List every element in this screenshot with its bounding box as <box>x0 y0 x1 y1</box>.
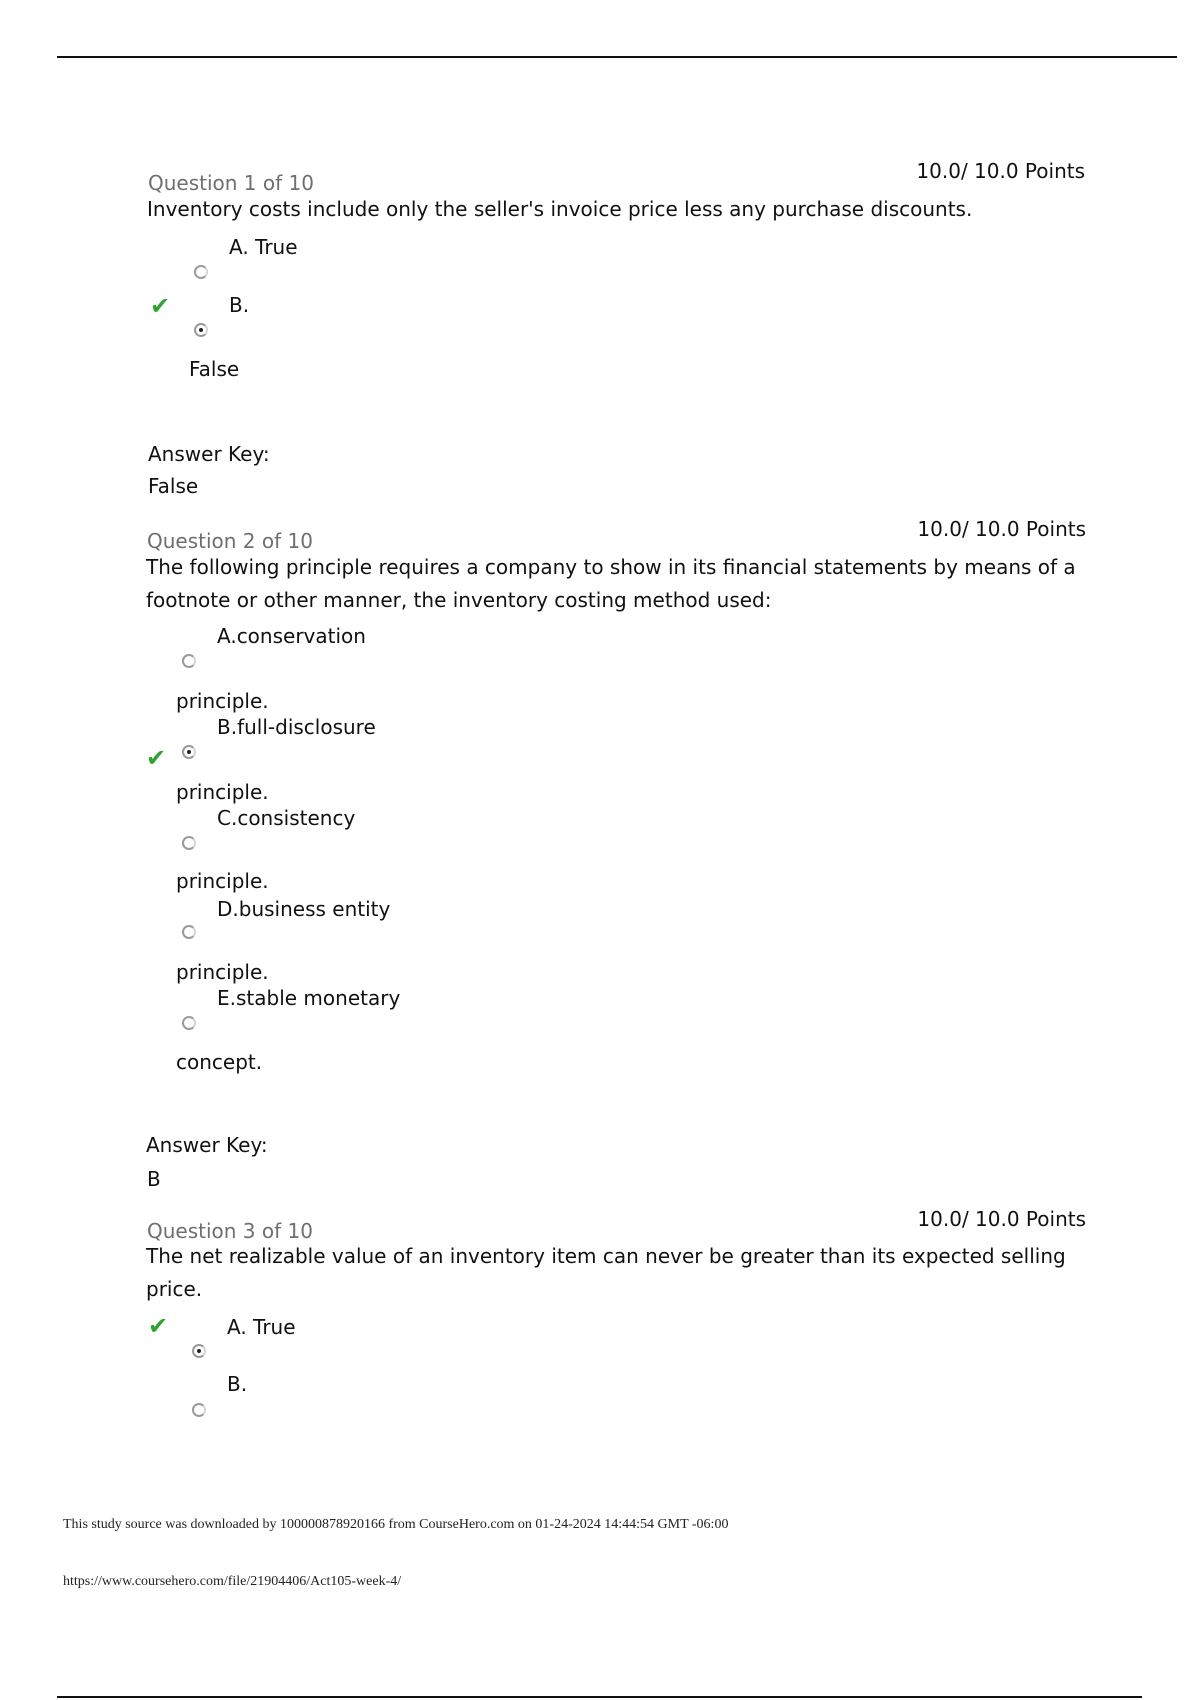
answer-key-value: B <box>147 1167 161 1191</box>
answer-key-label: Answer Key: <box>148 442 270 466</box>
bottom-rule <box>57 1696 1142 1698</box>
download-source-notice: This study source was downloaded by 100000878920166 from CourseHero.com on 01-24-2024 14:44:54 GMT -06:00 <box>63 1517 729 1532</box>
question-text: Inventory costs include only the seller's invoice price less any purchase discounts. <box>147 197 973 221</box>
option-b-radio[interactable] <box>192 1403 206 1417</box>
top-rule <box>57 56 1177 58</box>
option-b-continued: principle. <box>176 780 269 804</box>
points-score: 10.0/ 10.0 Points <box>917 517 1086 541</box>
option-b-label: B. <box>229 293 250 317</box>
option-a-radio[interactable] <box>194 265 208 279</box>
option-b-label: B. <box>227 1372 248 1396</box>
option-a-label: A. True <box>229 235 298 259</box>
option-a-label: A.conservation <box>217 624 366 648</box>
option-c-radio[interactable] <box>182 836 196 850</box>
question-header: Question 2 of 10 <box>147 529 313 553</box>
check-icon: ✔ <box>150 292 171 320</box>
option-a-continued: principle. <box>176 689 269 713</box>
question-header: Question 3 of 10 <box>147 1219 313 1243</box>
option-d-continued: principle. <box>176 960 269 984</box>
option-b-radio[interactable] <box>182 745 196 759</box>
option-a-label: A. True <box>227 1315 296 1339</box>
check-icon: ✔ <box>148 1312 169 1340</box>
option-a-radio[interactable] <box>192 1344 206 1358</box>
answer-key-value: False <box>148 474 199 498</box>
question-header: Question 1 of 10 <box>148 171 314 195</box>
option-b-label: B.full-disclosure <box>217 715 376 739</box>
option-d-label: D.business entity <box>217 897 391 921</box>
check-icon: ✔ <box>146 744 167 772</box>
option-b-radio[interactable] <box>194 323 208 337</box>
points-score: 10.0/ 10.0 Points <box>917 1207 1086 1231</box>
question-text: The net realizable value of an inventory item can never be greater than its expected selling price. <box>146 1244 1066 1301</box>
question-text: The following principle requires a company to show in its financial statements by means of a footnote or other manner, the inventory costing method used: <box>146 555 1076 612</box>
option-e-radio[interactable] <box>182 1016 196 1030</box>
option-d-radio[interactable] <box>182 925 196 939</box>
option-e-label: E.stable monetary <box>217 986 401 1010</box>
option-e-continued: concept. <box>176 1050 263 1074</box>
answer-key-label: Answer Key: <box>146 1133 268 1157</box>
option-c-label: C.consistency <box>217 806 356 830</box>
option-b-continued: False <box>189 357 240 381</box>
option-c-continued: principle. <box>176 869 269 893</box>
points-score: 10.0/ 10.0 Points <box>916 159 1085 183</box>
source-url[interactable]: https://www.coursehero.com/file/21904406/Act105-week-4/ <box>63 1574 402 1589</box>
option-a-radio[interactable] <box>182 654 196 668</box>
